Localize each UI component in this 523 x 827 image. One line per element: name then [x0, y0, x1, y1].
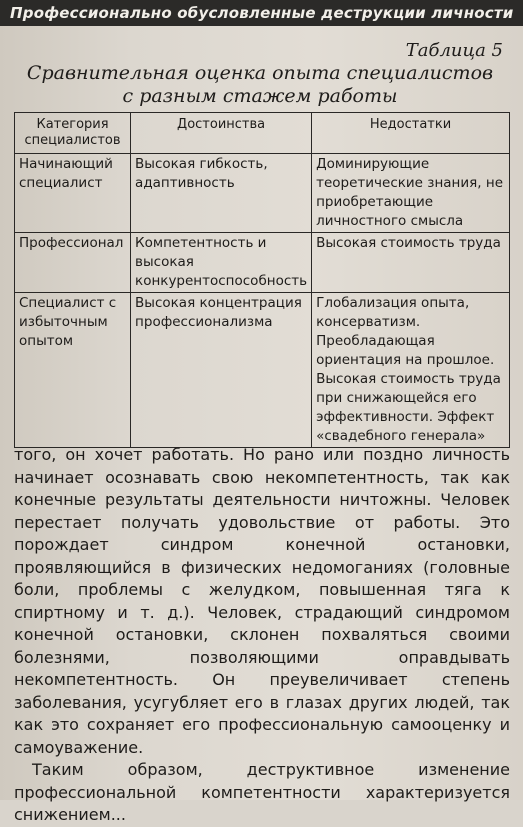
- table-title: [20, 62, 500, 108]
- paragraph-2: Таким образом, деструктивное изменение профессиональной компетентности характеризуется снижением...: [14, 760, 510, 824]
- table-cell: Компетентность и высокая конкурентоспособность: [131, 233, 312, 293]
- header-category: Категория специалистов: [15, 113, 131, 154]
- header-disadvantages: Недостатки: [312, 113, 510, 154]
- table-label: Таблица 5: [405, 40, 503, 61]
- comparison-table: [14, 112, 510, 448]
- table-cell: Начинающий специалист: [15, 154, 131, 233]
- table-cell: Глобализация опыта, консерватизм. Преобладающая ориентация на прошлое. Высокая стоимость труда при снижающейся его эффективности. Эффект «свадебного генерала»: [312, 293, 510, 448]
- table-title-line-2: с разным стажем работы: [122, 85, 398, 107]
- table-row: [15, 154, 510, 233]
- table-cell: Специалист с избыточным опытом: [15, 293, 131, 448]
- table-row: [15, 293, 510, 448]
- table-cell: Высокая стоимость труда: [312, 233, 510, 293]
- body-text: [14, 444, 510, 827]
- running-head: Профессионально обусловленные деструкции личности: [0, 0, 523, 26]
- table-cell: Высокая гибкость, адаптивность: [131, 154, 312, 233]
- header-advantages: Достоинства: [131, 113, 312, 154]
- table-header-row: [15, 113, 510, 154]
- paragraph-1: того, он хочет работать. Но рано или поздно личность начинает осознавать свою некомпетентность, так как конечные результаты деятельности ничтожны. Человек перестает получать удовольствие от работы. Это порождает синдром конечной остановки, проявляющийся в физических недомоганиях (головные боли, проблемы с желудком, повышенная тяга к спиртному и т. д.). Человек, страдающий синдромом конечной остановки, склонен похваляться своими болезнями, позволяющими оправдывать некомпетентность. Он преувеличивает степень заболевания, усугубляет его в глазах других людей, так как это сохраняет его профессиональную самооценку и самоуважение.: [14, 445, 510, 757]
- table-title-line-1: Сравнительная оценка опыта специалистов: [26, 62, 494, 84]
- table-row: [15, 233, 510, 293]
- table-cell: Профессионал: [15, 233, 131, 293]
- table-cell: Высокая концентрация профессионализма: [131, 293, 312, 448]
- table-cell: Доминирующие теоретические знания, не приобретающие личностного смысла: [312, 154, 510, 233]
